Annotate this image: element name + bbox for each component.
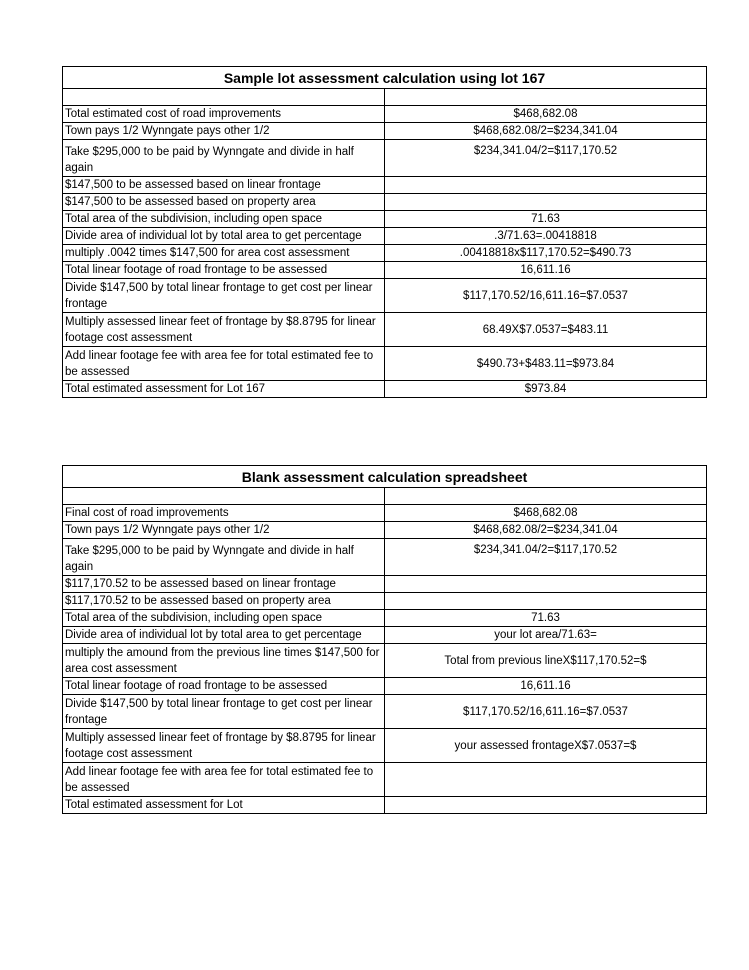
table-row <box>63 797 707 814</box>
row-label: Divide $147,500 by total linear frontage to get cost per linear frontage <box>63 279 385 313</box>
table-title-row <box>63 67 707 89</box>
table-row <box>63 123 707 140</box>
row-label: Add linear footage fee with area fee for total estimated fee to be assessed <box>63 347 385 381</box>
row-value: Total from previous lineX$117,170.52=$ <box>385 644 707 678</box>
row-value <box>385 488 707 505</box>
row-value <box>385 177 707 194</box>
blank-assessment-table <box>62 465 707 814</box>
row-label: $117,170.52 to be assessed based on property area <box>63 593 385 610</box>
table-row <box>63 505 707 522</box>
row-label: Multiply assessed linear feet of frontage by $8.8795 for linear footage cost assessment <box>63 313 385 347</box>
row-value <box>385 797 707 814</box>
row-label: Total estimated cost of road improvements <box>63 106 385 123</box>
table-row <box>63 610 707 627</box>
table-row <box>63 695 707 729</box>
table-row <box>63 140 707 177</box>
row-value: $468,682.08 <box>385 505 707 522</box>
table-row <box>63 313 707 347</box>
row-label: Total area of the subdivision, including open space <box>63 211 385 228</box>
table-row <box>63 106 707 123</box>
row-value: $468,682.08/2=$234,341.04 <box>385 522 707 539</box>
row-label <box>63 89 385 106</box>
row-value: $117,170.52/16,611.16=$7.0537 <box>385 279 707 313</box>
table-row <box>63 729 707 763</box>
row-value: .3/71.63=.00418818 <box>385 228 707 245</box>
table-row <box>63 381 707 398</box>
row-value: $234,341.04/2=$117,170.52 <box>385 539 707 576</box>
row-label: $117,170.52 to be assessed based on linear frontage <box>63 576 385 593</box>
table-row <box>63 279 707 313</box>
row-label: Divide $147,500 by total linear frontage to get cost per linear frontage <box>63 695 385 729</box>
row-value: $490.73+$483.11=$973.84 <box>385 347 707 381</box>
row-value: 71.63 <box>385 211 707 228</box>
row-label: Total estimated assessment for Lot 167 <box>63 381 385 398</box>
row-label: Total estimated assessment for Lot <box>63 797 385 814</box>
table-row <box>63 763 707 797</box>
table-row <box>63 177 707 194</box>
row-label <box>63 488 385 505</box>
row-label: Take $295,000 to be paid by Wynngate and divide in half again <box>63 539 385 576</box>
row-label: multiply the amound from the previous line times $147,500 for area cost assessment <box>63 644 385 678</box>
row-label: Town pays 1/2 Wynngate pays other 1/2 <box>63 123 385 140</box>
row-value: your assessed frontageX$7.0537=$ <box>385 729 707 763</box>
row-label: Town pays 1/2 Wynngate pays other 1/2 <box>63 522 385 539</box>
table-row <box>63 89 707 106</box>
row-value <box>385 763 707 797</box>
row-label: $147,500 to be assessed based on property area <box>63 194 385 211</box>
table-row <box>63 194 707 211</box>
table-title: Sample lot assessment calculation using lot 167 <box>63 67 707 89</box>
table-row <box>63 488 707 505</box>
table-row <box>63 576 707 593</box>
row-label: Multiply assessed linear feet of frontage by $8.8795 for linear footage cost assessment <box>63 729 385 763</box>
row-value: $468,682.08/2=$234,341.04 <box>385 123 707 140</box>
table-row <box>63 347 707 381</box>
row-value: $117,170.52/16,611.16=$7.0537 <box>385 695 707 729</box>
row-value: $973.84 <box>385 381 707 398</box>
row-label: Total linear footage of road frontage to be assessed <box>63 678 385 695</box>
row-label: Add linear footage fee with area fee for total estimated fee to be assessed <box>63 763 385 797</box>
table-row <box>63 593 707 610</box>
table-row <box>63 522 707 539</box>
row-value <box>385 576 707 593</box>
table-row <box>63 678 707 695</box>
row-label: Take $295,000 to be paid by Wynngate and divide in half again <box>63 140 385 177</box>
row-label: multiply .0042 times $147,500 for area cost assessment <box>63 245 385 262</box>
table-row <box>63 211 707 228</box>
row-label: $147,500 to be assessed based on linear frontage <box>63 177 385 194</box>
row-value: 71.63 <box>385 610 707 627</box>
table-row <box>63 539 707 576</box>
table-title-row <box>63 466 707 488</box>
row-value: $468,682.08 <box>385 106 707 123</box>
row-label: Total linear footage of road frontage to be assessed <box>63 262 385 279</box>
sample-assessment-table <box>62 66 707 398</box>
row-value <box>385 194 707 211</box>
row-value: .00418818x$117,170.52=$490.73 <box>385 245 707 262</box>
table-row <box>63 644 707 678</box>
row-value: your lot area/71.63= <box>385 627 707 644</box>
row-label: Divide area of individual lot by total area to get percentage <box>63 627 385 644</box>
row-value <box>385 89 707 106</box>
row-value: 16,611.16 <box>385 262 707 279</box>
row-value <box>385 593 707 610</box>
table-title: Blank assessment calculation spreadsheet <box>63 466 707 488</box>
row-value: 16,611.16 <box>385 678 707 695</box>
table-row <box>63 228 707 245</box>
row-value: 68.49X$7.0537=$483.11 <box>385 313 707 347</box>
row-label: Final cost of road improvements <box>63 505 385 522</box>
table-row <box>63 262 707 279</box>
table-row <box>63 245 707 262</box>
table-row <box>63 627 707 644</box>
row-label: Total area of the subdivision, including open space <box>63 610 385 627</box>
row-value: $234,341.04/2=$117,170.52 <box>385 140 707 177</box>
row-label: Divide area of individual lot by total area to get percentage <box>63 228 385 245</box>
